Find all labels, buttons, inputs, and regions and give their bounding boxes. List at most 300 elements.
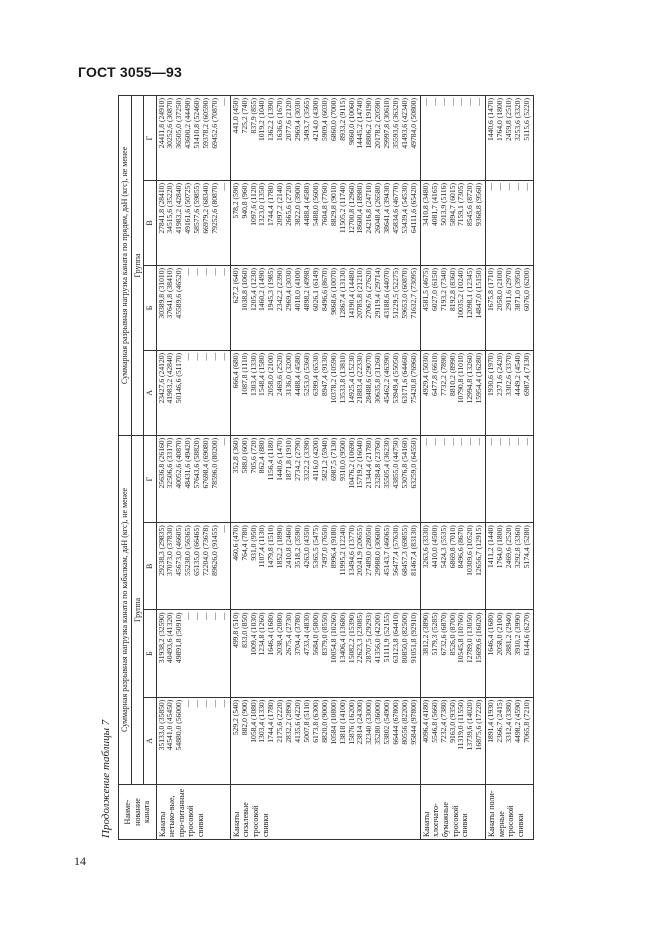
load-value: 1871,8 (1910) bbox=[284, 437, 294, 481]
load-value: 3322,2 (3390) bbox=[302, 437, 311, 481]
rotated-table-container bbox=[100, 95, 590, 840]
value-cell bbox=[230, 350, 420, 435]
load-value: 14445,2 (14740) bbox=[355, 98, 365, 149]
load-value: 3822,0 (3900) bbox=[293, 183, 303, 227]
load-value: 41356,0 (42200) bbox=[373, 612, 383, 664]
load-value: 588,0 (600) bbox=[239, 437, 249, 474]
load-value: — bbox=[486, 437, 496, 446]
load-value: 2097,2 (2140) bbox=[275, 183, 285, 227]
load-value: 1009,4 (1030) bbox=[248, 612, 258, 656]
load-value: — bbox=[218, 352, 228, 361]
load-value: — bbox=[503, 437, 513, 446]
load-value: 51410,8 (52460) bbox=[192, 98, 202, 149]
load-value: 862,4 (880) bbox=[257, 437, 267, 474]
load-value: — bbox=[209, 612, 219, 621]
load-value: 21883,4 (22330) bbox=[355, 352, 365, 404]
load-value: — bbox=[465, 437, 475, 446]
load-value: 22623,3 (23085) bbox=[355, 612, 365, 664]
load-value: 4488,4 (4580) bbox=[293, 352, 303, 396]
load-value: 352,8 (360) bbox=[230, 437, 240, 474]
load-value: 18806,2 (19190) bbox=[364, 98, 374, 149]
load-value: — bbox=[456, 437, 466, 446]
load-value: 1891,4 (1930) bbox=[486, 699, 496, 743]
subcol-header: А bbox=[144, 697, 157, 784]
load-value: — bbox=[429, 98, 439, 106]
load-value: 29997,8 (30610) bbox=[382, 98, 392, 149]
load-value: 29238,3 (29835) bbox=[156, 525, 166, 576]
load-value: — bbox=[521, 437, 531, 446]
subcol-header: А bbox=[144, 350, 157, 435]
load-value: 8996,4 (9180) bbox=[328, 525, 338, 569]
load-value: 4581,5 (4675) bbox=[420, 267, 430, 311]
rope-type-name: Канаты сизалевые тросовой свивки bbox=[230, 785, 420, 840]
load-value: 8526,0 (8700) bbox=[447, 612, 457, 656]
load-value: 1548,4 (1580) bbox=[257, 352, 267, 396]
load-value: 6026,1 (6149) bbox=[310, 267, 320, 311]
load-value: 80556 (82200) bbox=[399, 699, 409, 745]
load-value: 5546,8 (5660) bbox=[429, 699, 439, 743]
load-value: — bbox=[201, 612, 211, 621]
load-value: 31938,2 (32590) bbox=[156, 612, 166, 664]
load-value: 5174,4 (5280) bbox=[521, 525, 531, 569]
load-value: 8496,6 (8670) bbox=[319, 267, 329, 311]
load-value: 8379,0 (8550) bbox=[319, 612, 329, 656]
load-value: 8810,2 (8990) bbox=[447, 352, 457, 396]
load-value: 2077,6 (2120) bbox=[284, 98, 294, 142]
load-value: 41983,2 (42840) bbox=[174, 183, 184, 234]
load-value: 30635,8 (31260) bbox=[373, 352, 383, 404]
table-row bbox=[156, 96, 230, 840]
load-value: — bbox=[465, 98, 475, 106]
load-value: 3410,8 (3480) bbox=[420, 183, 430, 227]
load-value: — bbox=[495, 183, 505, 191]
load-value: 57643,6 (58820) bbox=[192, 437, 202, 489]
load-value: 79252,6 (80870) bbox=[209, 183, 219, 234]
load-value: 5115,6 (5220) bbox=[521, 98, 531, 141]
load-value: 29988,0 (30600) bbox=[373, 525, 383, 576]
value-cell bbox=[156, 265, 230, 350]
load-value: 11319,0 (11550) bbox=[456, 699, 466, 750]
load-value: 882,0 (900) bbox=[239, 699, 249, 736]
load-value: 5909,4 (6030) bbox=[319, 98, 329, 142]
load-value: 4116,0 (4200) bbox=[310, 437, 320, 481]
load-value: 67698,4 (69080) bbox=[201, 437, 211, 489]
load-value: 1303,4 (1330) bbox=[257, 699, 267, 743]
load-value: 63123,8 (64410) bbox=[391, 612, 401, 664]
load-value: 28488,6 (29070) bbox=[364, 352, 374, 404]
rope-type-name: Канаты хлопчато-бумажные тросовой свивки bbox=[420, 785, 485, 840]
load-value: 940,8 (960) bbox=[239, 183, 249, 219]
load-value: 55238,0 (56365) bbox=[183, 525, 193, 576]
load-value: 2366,7 (2415) bbox=[495, 699, 505, 743]
load-value: 53949,4 (55050) bbox=[391, 352, 401, 404]
doc-title: ГОСТ 3055—93 bbox=[78, 64, 182, 80]
load-value: 10584 (10800) bbox=[328, 699, 338, 745]
load-value: 18600,4 (18980) bbox=[355, 183, 365, 234]
load-value: 2665,6 (2720) bbox=[284, 183, 294, 227]
load-value: 43855,0 (44750) bbox=[391, 437, 401, 489]
load-value: 1107,4 (1130) bbox=[257, 525, 267, 568]
load-value: 71632,7 (73095) bbox=[408, 267, 418, 319]
continuation-label: Продолжение таблицы 7 bbox=[100, 719, 112, 838]
value-cell bbox=[486, 610, 534, 697]
value-cell bbox=[420, 181, 485, 266]
value-cell bbox=[486, 523, 534, 610]
load-value: 5894,7 (6015) bbox=[447, 183, 457, 227]
load-value: 49161,6 (50725) bbox=[183, 183, 193, 234]
value-cell bbox=[420, 610, 485, 697]
load-value: 12789,0 (13050) bbox=[465, 612, 475, 664]
load-value: 441,0 (450) bbox=[230, 98, 240, 134]
load-value: — bbox=[192, 267, 202, 276]
load-value: 27067,6 (27620) bbox=[364, 267, 374, 319]
load-value: 66979,2 (68340) bbox=[201, 183, 211, 234]
load-value: 40493,6 (41320) bbox=[165, 612, 175, 664]
load-value: 1440,6 (1470) bbox=[486, 98, 496, 142]
load-value: 95844 (97800) bbox=[408, 699, 418, 745]
load-value: 2469,6 (2520) bbox=[503, 525, 513, 569]
value-cell bbox=[156, 610, 230, 697]
load-value: 75420,8 (76960) bbox=[408, 352, 418, 404]
load-value: 6987,5 (7130) bbox=[328, 437, 338, 481]
load-value: — bbox=[420, 437, 430, 446]
load-value: — bbox=[447, 437, 457, 446]
load-value: 38641,4 (39430) bbox=[382, 183, 392, 234]
load-value: — bbox=[420, 98, 430, 106]
load-value: — bbox=[486, 183, 496, 191]
load-value: 1675,8 (1710) bbox=[486, 267, 496, 311]
load-value: — bbox=[503, 183, 513, 191]
load-value: — bbox=[447, 98, 457, 106]
load-value: 3136,0 (3200) bbox=[284, 352, 294, 396]
load-value: — bbox=[456, 98, 466, 106]
load-value: 11995,2 (12240) bbox=[337, 525, 347, 576]
load-value: 89626,0 (91455) bbox=[209, 525, 219, 576]
load-value: 1646,4 (1680) bbox=[486, 612, 496, 656]
load-value: 8192,8 (8360) bbox=[447, 267, 457, 311]
load-value: 3518,2 (3590) bbox=[293, 525, 303, 569]
value-cell bbox=[230, 181, 420, 266]
load-value: 2058,0 (2100) bbox=[495, 267, 505, 311]
load-value: 931,0 (950) bbox=[248, 525, 258, 561]
load-value: 53439,4 (54530) bbox=[399, 183, 409, 234]
load-value: 1945,3 (1985) bbox=[266, 267, 276, 311]
load-value: 29119,4 (29714) bbox=[373, 267, 383, 319]
load-value: — bbox=[521, 183, 531, 191]
load-value: 30389,8 (31010) bbox=[156, 267, 166, 319]
load-value: 8820,0 (9000) bbox=[319, 699, 329, 743]
table-rotated-frame bbox=[100, 95, 590, 840]
load-value: 2969,4 (3030) bbox=[284, 267, 294, 311]
load-value: 35280 (36000) bbox=[373, 699, 383, 745]
load-value: 5684,0 (5800) bbox=[310, 612, 320, 656]
load-value: 72204,0 (73678) bbox=[201, 525, 211, 576]
load-value: 5821,2 (5940) bbox=[319, 437, 329, 481]
col-name-header: Наиме- нование каната bbox=[119, 785, 157, 840]
load-value: 1362,2 (1390) bbox=[266, 98, 276, 142]
load-value: 2175,6 (2220) bbox=[275, 699, 285, 743]
value-cell bbox=[230, 265, 420, 350]
load-value: 13739,6 (14020) bbox=[465, 699, 475, 751]
load-value: 4498,2 (4590) bbox=[512, 699, 522, 743]
load-value: 1087,8 (1110) bbox=[239, 352, 249, 396]
load-value: 833,0 (850) bbox=[239, 612, 249, 648]
load-value: — bbox=[192, 699, 202, 708]
load-value: 15876 (16200) bbox=[346, 699, 356, 745]
load-value: — bbox=[474, 98, 484, 106]
breaking-load-table bbox=[118, 95, 534, 840]
group-header-strands: Суммарная разрывная нагрузка каната по прядям, даН (кгс), не менее bbox=[119, 96, 132, 436]
load-value: 764,4 (780) bbox=[239, 525, 249, 561]
load-value: 4263,0 (4350) bbox=[302, 525, 311, 569]
value-cell bbox=[486, 181, 534, 266]
load-value: 26048,4 (26580) bbox=[373, 183, 383, 234]
load-value: 4488,4 (4580) bbox=[302, 183, 311, 227]
load-value: 627,2 (640) bbox=[230, 267, 240, 304]
load-value: 59653,0 (60870) bbox=[399, 267, 409, 319]
load-value: 1411,2 (1440) bbox=[486, 525, 496, 568]
load-value: — bbox=[192, 612, 202, 621]
load-value: 37641,8 (38410) bbox=[165, 267, 175, 319]
load-value: 1460,2 (1490) bbox=[257, 267, 267, 311]
load-value: — bbox=[218, 98, 228, 106]
load-value: 15954,4 (16280) bbox=[474, 352, 484, 404]
load-value: — bbox=[209, 699, 219, 708]
load-value: 10035,2 (10240) bbox=[456, 267, 466, 319]
load-value: — bbox=[192, 352, 202, 361]
load-value: 3253,6 (3320) bbox=[512, 98, 522, 142]
value-cell bbox=[230, 523, 420, 610]
page-number: 14 bbox=[74, 854, 86, 868]
load-value: 3910,2 (3990) bbox=[512, 612, 522, 656]
load-value: 2832,2 (2890) bbox=[284, 699, 294, 743]
load-value: 1852,2 (1890) bbox=[275, 525, 285, 569]
load-value: 529,2 (540) bbox=[230, 699, 240, 736]
value-cell bbox=[230, 610, 420, 697]
value-cell bbox=[230, 435, 420, 522]
load-value: 28707,5 (29293) bbox=[364, 612, 374, 664]
load-value: — bbox=[218, 437, 228, 446]
load-value: 3812,2 (3890) bbox=[420, 612, 430, 656]
load-value: 8947,4 (9130) bbox=[319, 352, 329, 396]
load-value: — bbox=[201, 352, 211, 361]
load-value: 1930,6 (1970) bbox=[486, 352, 496, 396]
load-value: 45673,0 (46605) bbox=[174, 525, 184, 576]
load-value: — bbox=[218, 183, 228, 191]
load-value: 45143,7 (46065) bbox=[382, 525, 392, 576]
table-row bbox=[486, 96, 534, 840]
value-cell bbox=[420, 697, 485, 784]
load-value: 91051,8 (92910) bbox=[408, 612, 418, 664]
load-value: 1636,6 (1670) bbox=[275, 98, 285, 142]
table-row bbox=[420, 96, 485, 840]
load-value: 36505,0 (37250) bbox=[174, 98, 184, 149]
load-value: — bbox=[438, 98, 448, 106]
load-value: 34515,6 (35220) bbox=[165, 183, 175, 234]
load-value: — bbox=[209, 352, 219, 361]
load-value: 6860,0 (7000) bbox=[328, 98, 338, 142]
load-value: 2058,0 (2100) bbox=[266, 352, 276, 396]
load-value: 43188,6 (44070) bbox=[382, 267, 392, 319]
load-value: 1038,8 (1060) bbox=[239, 267, 249, 311]
rope-type-name: Канаты нетыко-вые, про-питанные тросовой свивки bbox=[156, 785, 230, 840]
load-value: 8829,8 (9010) bbox=[328, 183, 338, 227]
load-value: 7193,2 (7340) bbox=[438, 267, 448, 311]
table-row bbox=[230, 96, 420, 840]
load-value: — bbox=[183, 267, 193, 276]
load-value: 10378,2 (10590) bbox=[328, 352, 338, 404]
load-value: 1440,6 (1470) bbox=[275, 437, 285, 481]
load-value: 499,8 (510) bbox=[230, 612, 240, 648]
load-value: 48431,6 (49420) bbox=[183, 437, 193, 489]
load-value: 21344,4 (21780) bbox=[364, 437, 374, 489]
load-value: 5253,0 (5360) bbox=[302, 352, 311, 396]
load-value: 27841,8 (28410) bbox=[156, 183, 166, 234]
load-value: 6173,8 (6300) bbox=[310, 699, 320, 743]
load-value: 7604,8 (7760) bbox=[319, 183, 329, 227]
load-value: 12700,8 (12960) bbox=[346, 183, 356, 234]
subgroup-header-2: Группа bbox=[131, 96, 144, 436]
load-value: 15082,2 (15390) bbox=[346, 612, 356, 664]
load-value: 1323,0 (1350) bbox=[257, 183, 267, 227]
load-value: 6076,0 (6200) bbox=[521, 267, 531, 311]
load-value: 64111,6 (65420) bbox=[408, 183, 418, 234]
value-cell bbox=[156, 523, 230, 610]
load-value: 41983,2 (42840) bbox=[165, 352, 175, 404]
load-value: 20178,2 (20590) bbox=[373, 98, 383, 149]
load-value: 1764,0 (1800) bbox=[495, 525, 505, 569]
load-value: — bbox=[438, 437, 448, 446]
load-value: 45462,2 (46390) bbox=[382, 352, 392, 404]
load-value: 12656,7 (12915) bbox=[474, 525, 484, 576]
load-value: 23284,8 (23760) bbox=[373, 437, 383, 489]
load-value: 460,6 (470) bbox=[230, 525, 240, 561]
load-value: 2911,6 (2970) bbox=[503, 267, 513, 311]
load-value: 3292,8 (3360) bbox=[512, 525, 522, 569]
load-value: 5365,5 (5475) bbox=[310, 525, 320, 569]
group-header-cables: Суммарная разрывная нагрузка каната по кабалкам, даН (кгс), не менее bbox=[119, 435, 132, 784]
load-value: 4214,0 (4300) bbox=[310, 98, 320, 142]
load-value: 15719,2 (16040) bbox=[355, 437, 365, 489]
load-value: 1234,8 (1260) bbox=[257, 612, 267, 656]
load-value: 24411,8 (24910) bbox=[156, 98, 166, 149]
load-value: 837,9 (855) bbox=[248, 98, 258, 134]
load-value: 81467,4 (83130) bbox=[408, 525, 418, 576]
load-value: 5424,3 (5535) bbox=[438, 525, 448, 569]
load-value: 1744,4 (1780) bbox=[266, 699, 276, 743]
load-value: 10545,8 (10760) bbox=[456, 612, 466, 664]
load-value: 9310,0 (9500) bbox=[337, 437, 347, 481]
subcol-header: Г bbox=[144, 96, 157, 181]
load-value: 4898,2 (4998) bbox=[302, 267, 311, 311]
value-cell bbox=[486, 265, 534, 350]
load-value: 32340 (33000) bbox=[364, 699, 374, 745]
load-value: 1097,6 (1120) bbox=[248, 183, 258, 226]
load-value: 9860,0 (10060) bbox=[346, 98, 356, 145]
load-value: 5007,8 (5110) bbox=[302, 699, 311, 743]
load-value: 45589,6 (46520) bbox=[174, 267, 184, 319]
load-value: 49891,8 (50910) bbox=[174, 612, 184, 664]
load-value: 725,2 (740) bbox=[239, 98, 249, 134]
value-cell bbox=[486, 96, 534, 181]
load-value: — bbox=[495, 437, 505, 446]
value-cell bbox=[230, 697, 420, 784]
load-value: 2459,8 (2510) bbox=[503, 98, 513, 142]
load-value: 80850,0 (82500) bbox=[399, 612, 409, 664]
load-value: 13818 (14100) bbox=[337, 699, 347, 745]
load-value: 6987,4 (7130) bbox=[521, 352, 531, 396]
load-value: 63171,6 (64460) bbox=[399, 352, 409, 404]
load-value: 53076,8 (54160) bbox=[399, 437, 409, 489]
load-value: 50146,6 (51170) bbox=[174, 352, 184, 404]
value-cell bbox=[420, 350, 485, 435]
load-value: 23814 (24300) bbox=[355, 699, 365, 745]
load-value: 13533,8 (13810) bbox=[337, 352, 347, 404]
load-value: 4018,0 (4100) bbox=[293, 267, 303, 311]
rope-type-name: Канаты поли-мерные тросовой свивки bbox=[486, 785, 534, 840]
load-value: 45834,6 (46770) bbox=[391, 183, 401, 234]
value-cell bbox=[486, 435, 534, 522]
load-value: 3312,4 (3380) bbox=[503, 699, 513, 743]
load-value: 1744,4 (1780) bbox=[266, 183, 276, 227]
load-value: 4135,6 (4220) bbox=[293, 699, 303, 743]
load-value: 16875,6 (17220) bbox=[474, 699, 484, 751]
load-value: 10476,2 (10690) bbox=[346, 437, 356, 489]
load-value: 3302,6 (3370) bbox=[503, 352, 513, 396]
load-value: 3263,6 (3330) bbox=[420, 525, 430, 569]
load-value: 49784,0 (50800) bbox=[408, 98, 418, 149]
load-value: 13494,6 (13770) bbox=[346, 525, 356, 576]
value-cell bbox=[156, 697, 230, 784]
load-value: — bbox=[218, 612, 228, 621]
subcol-header: Г bbox=[144, 435, 157, 522]
load-value: 6477,8 (6610) bbox=[429, 352, 439, 396]
load-value: 6869,8 (7010) bbox=[447, 525, 457, 569]
load-value: 2038,4 (2080) bbox=[275, 612, 285, 656]
load-value: 35505,4 (36230) bbox=[382, 437, 392, 489]
load-value: 12994,8 (13260) bbox=[465, 352, 475, 404]
load-value: 30252,6 (30870) bbox=[165, 98, 175, 149]
load-value: 7159,1 (7305) bbox=[456, 183, 466, 227]
load-value: 20785,8 (21210) bbox=[355, 267, 365, 319]
load-value: 6399,4 (6530) bbox=[310, 352, 320, 396]
load-value: 9868,6 (10070) bbox=[328, 267, 338, 315]
load-value: 51111,9 (52155) bbox=[382, 612, 392, 663]
load-value: 6144,6 (6270) bbox=[521, 612, 531, 656]
load-value: 3493,7 (3565) bbox=[302, 98, 311, 142]
load-value: — bbox=[183, 352, 193, 361]
load-value: 2734,2 (2790) bbox=[293, 437, 303, 481]
load-value: 27489,0 (28050) bbox=[364, 525, 374, 576]
load-value: — bbox=[512, 437, 522, 446]
load-value: 4733,4 (4830) bbox=[302, 612, 311, 656]
load-value: — bbox=[218, 525, 228, 533]
load-value: 7232,4 (7380) bbox=[438, 699, 448, 743]
value-cell bbox=[420, 96, 485, 181]
value-cell bbox=[420, 435, 485, 522]
load-value: 8496,6 (8670) bbox=[456, 525, 466, 569]
load-value: 25636,8 (26160) bbox=[156, 437, 166, 489]
value-cell bbox=[156, 96, 230, 181]
load-value: 40052,6 (40870) bbox=[174, 437, 184, 489]
load-value: 20241,9 (20655) bbox=[355, 525, 365, 576]
load-value: 53802 (54900) bbox=[382, 699, 392, 745]
load-value: 58577,6 (59855) bbox=[192, 183, 202, 234]
load-value: 3704,4 (3780) bbox=[293, 612, 303, 656]
load-value: 5179,3 (5285) bbox=[429, 612, 439, 656]
load-value: 1205,4 (1230) bbox=[248, 267, 258, 311]
load-value: 578,2 (590) bbox=[230, 183, 240, 219]
